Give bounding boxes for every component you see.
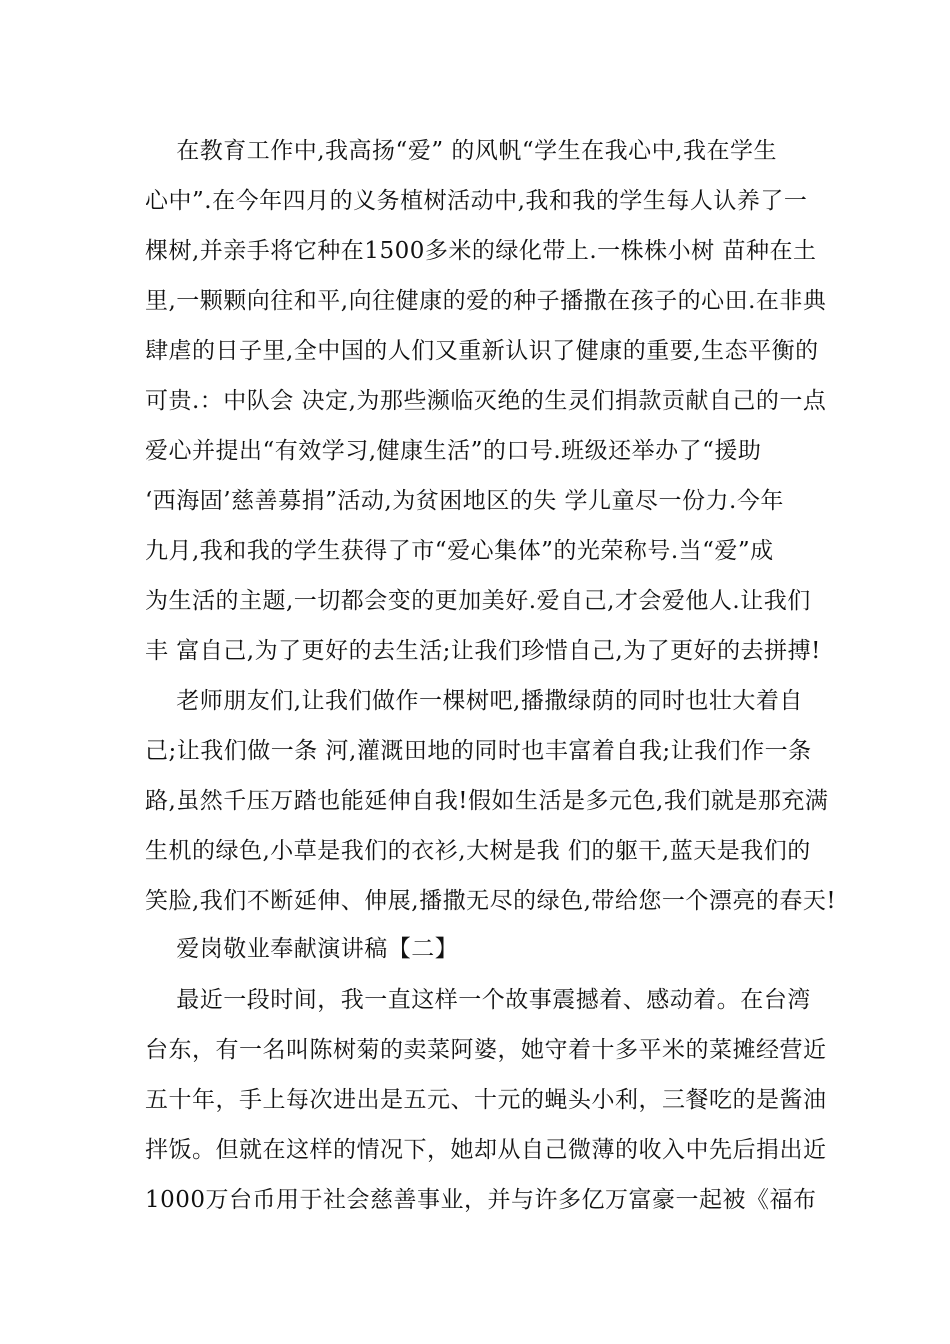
text-line: 九月,我和我的学生获得了市“爱心集体”的光荣称号.当“爱”成 <box>145 538 774 564</box>
text-line: 心中”.在今年四月的义务植树活动中,我和我的学生每人认养了一 <box>145 188 808 214</box>
text-line: 为生活的主题,一切都会变的更加美好.爱自己,才会爱他人.让我们 <box>145 588 811 614</box>
text-line: 在教育工作中,我高扬“爱” 的风帆“学生在我心中,我在学生 <box>145 138 777 164</box>
section-heading: 爱岗敬业奉献演讲稿【二】 <box>145 936 459 962</box>
text-line: 拌饭。但就在这样的情况下，她却从自己微薄的收入中先后捐出近 <box>145 1137 827 1163</box>
text-line: 里,一颗颗向往和平,向往健康的爱的种子播撒在孩子的心田.在非典 <box>145 288 827 314</box>
text-line: 肆虐的日子里,全中国的人们又重新认识了健康的重要,生态平衡的 <box>145 338 819 364</box>
text-line: 1000万台币用于社会慈善事业，并与许多亿万富豪一起被《福布 <box>145 1187 817 1213</box>
text-line: 棵树,并亲手将它种在1500多米的绿化带上.一株株小树 苗种在土 <box>145 238 817 264</box>
text-line: 最近一段时间，我一直这样一个故事震撼着、感动着。在台湾 <box>145 987 811 1013</box>
text-line: 可贵.：中队会 决定,为那些濒临灭绝的生灵们捐款贡献自己的一点 <box>145 388 827 414</box>
text-line: 笑脸,我们不断延伸、伸展,播撒无尽的绿色,带给您一个漂亮的春天! <box>145 888 837 914</box>
text-line: 丰 富自己,为了更好的去生活;让我们珍惜自己,为了更好的去拼搏! <box>145 638 821 664</box>
text-line: 路,虽然千压万踏也能延伸自我!假如生活是多元色,我们就是那充满 <box>145 788 829 814</box>
text-line: 五十年，手上每次进出是五元、十元的蝇头小利，三餐吃的是酱油 <box>145 1087 827 1113</box>
text-line: 生机的绿色,小草是我们的衣衫,大树是我 们的躯干,蓝天是我们的 <box>145 838 811 864</box>
text-line: 己;让我们做一条 河,灌溉田地的同时也丰富着自我;让我们作一条 <box>145 738 812 764</box>
text-line: 台东，有一名叫陈树菊的卖菜阿婆，她守着十多平米的菜摊经营近 <box>145 1037 827 1063</box>
text-line: ‘西海固’慈善募捐”活动,为贫困地区的失 学儿童尽一份力.今年 <box>145 488 784 514</box>
text-line: 爱心并提出“有效学习,健康生活”的口号.班级还举办了“援助 <box>145 438 762 464</box>
text-line: 老师朋友们,让我们做作一棵树吧,播撒绿荫的同时也壮大着自 <box>145 688 803 714</box>
